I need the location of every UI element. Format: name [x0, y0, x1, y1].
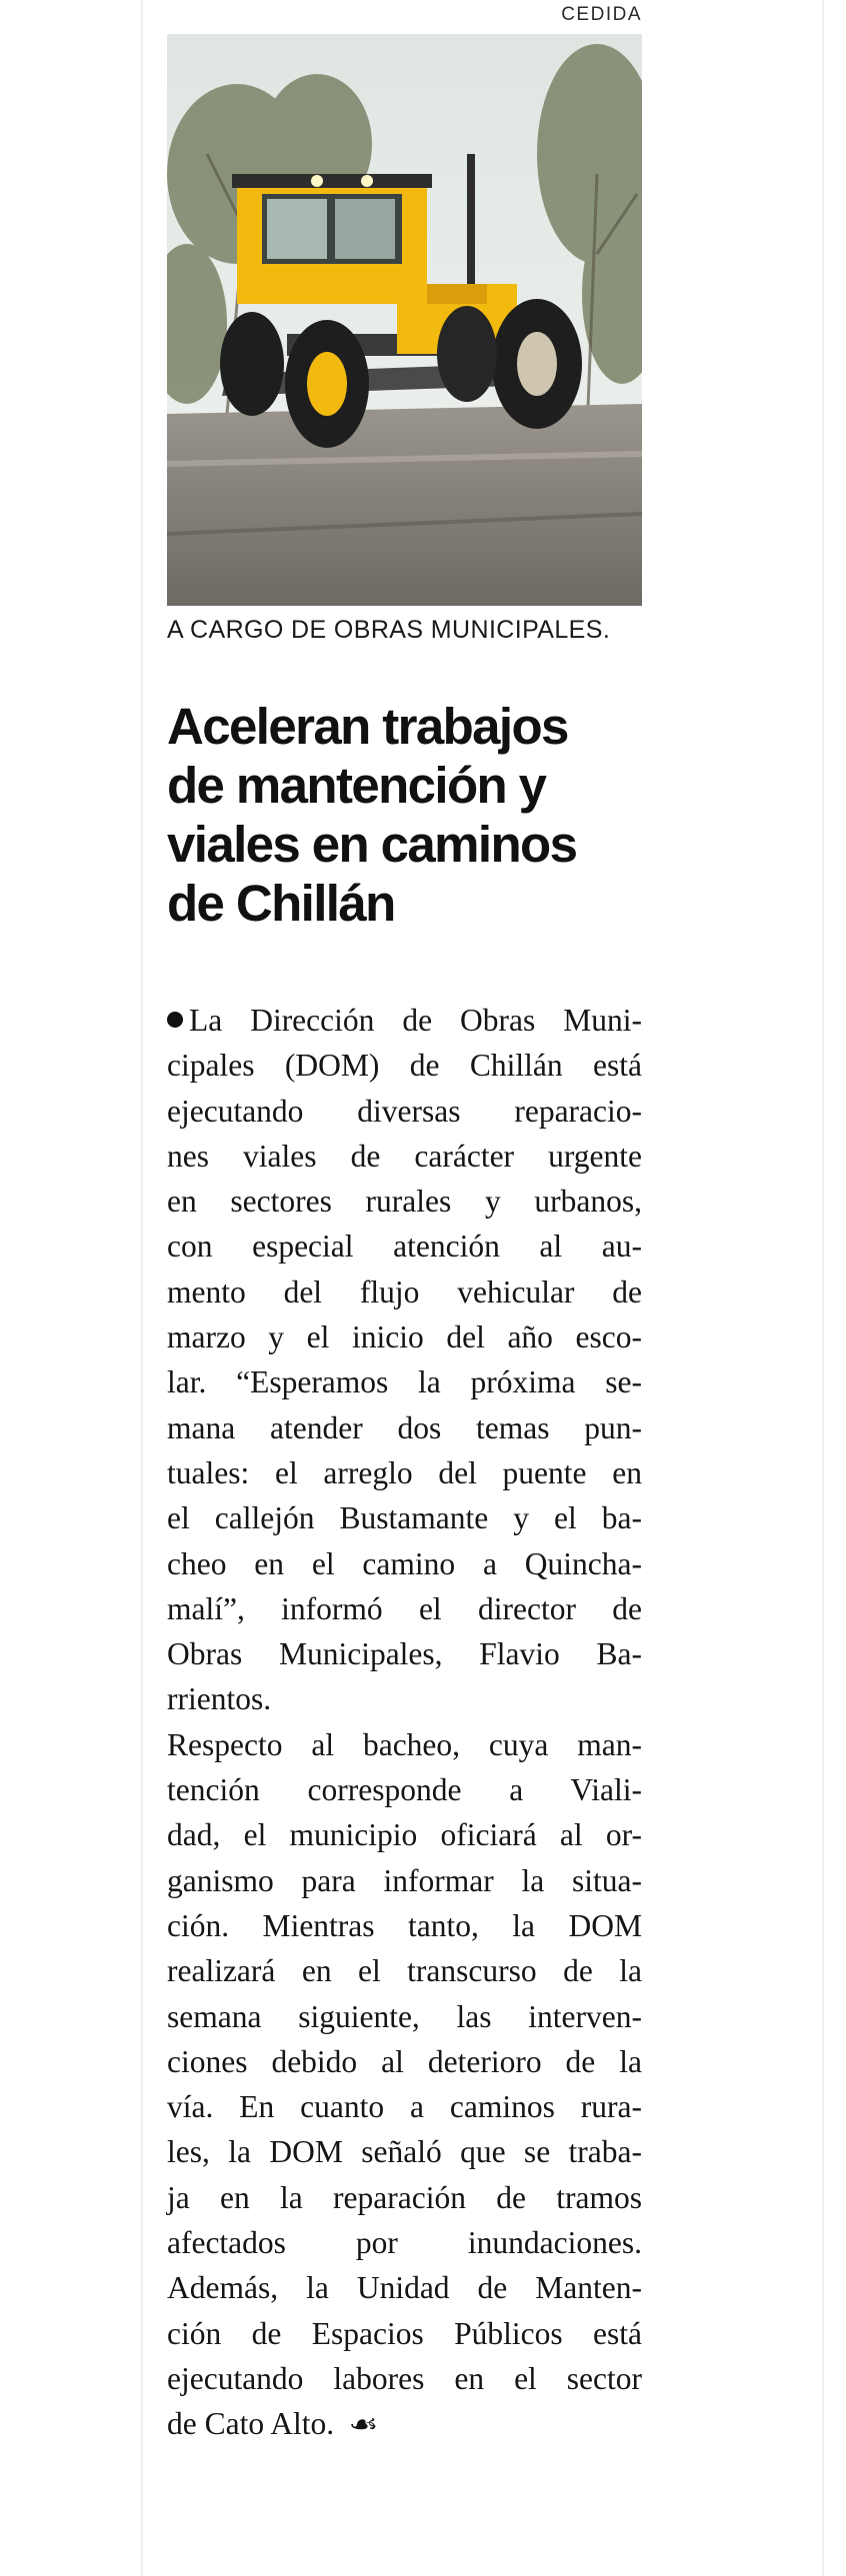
body-line: con especial atención al au- — [167, 1229, 642, 1265]
body-line: rrientos. — [167, 1681, 272, 1717]
body-line: ción de Espacios Públicos está — [167, 2315, 642, 2351]
column-rule-right — [822, 0, 824, 2576]
photo-credit: CEDIDA — [561, 4, 642, 25]
body-line: afectados por inundaciones. — [167, 2225, 642, 2261]
body-line: ción. Mientras tanto, la DOM — [167, 1907, 642, 1943]
body-line: ganismo para informar la situa- — [167, 1862, 642, 1898]
body-line: tención corresponde a Viali- — [167, 1772, 642, 1808]
body-line: ejecutando diversas reparacio- — [167, 1093, 642, 1129]
body-line: Además, la Unidad de Manten- — [167, 2270, 642, 2306]
motor-grader-illustration — [167, 34, 642, 606]
body-line: La Dirección de Obras Muni- — [167, 998, 642, 1043]
body-line: malí”, informó el director de — [167, 1590, 642, 1626]
body-line: ciones debido al deterioro de la — [167, 2043, 642, 2079]
headline-line: de mantención y — [167, 757, 546, 814]
body-line: ja en la reparación de tramos — [167, 2179, 642, 2215]
body-line: en sectores rurales y urbanos, — [167, 1184, 642, 1220]
body-line: Respecto al bacheo, cuya man- — [167, 1726, 642, 1762]
headline-line: viales en caminos — [167, 816, 577, 873]
body-line: el callejón Bustamante y el ba- — [167, 1500, 642, 1536]
body-line: cheo en el camino a Quincha- — [167, 1545, 642, 1581]
news-photo — [167, 34, 642, 606]
article-headline — [167, 697, 637, 933]
body-line: mana atender dos temas pun- — [167, 1409, 642, 1445]
photo-caption: A CARGO DE OBRAS MUNICIPALES. — [167, 616, 611, 644]
body-line: ejecutando labores en el sector — [167, 2360, 642, 2396]
body-line: marzo y el inicio del año esco- — [167, 1319, 642, 1355]
article-body — [167, 998, 642, 2447]
body-line: lar. “Esperamos la próxima se- — [167, 1364, 642, 1400]
headline-line: Aceleran trabajos — [167, 698, 568, 755]
headline-line: de Chillán — [167, 875, 395, 932]
body-line: realizará en el transcurso de la — [167, 1953, 642, 1989]
body-line: de Cato Alto. ☙ — [167, 2401, 642, 2446]
body-line: mento del flujo vehicular de — [167, 1274, 642, 1309]
bullet-icon — [167, 1012, 183, 1028]
body-line: les, la DOM señaló que se traba- — [167, 2134, 642, 2170]
body-line: cipales (DOM) de Chillán está — [167, 1048, 642, 1084]
body-line: vía. En cuanto a caminos rura- — [167, 2089, 642, 2125]
body-line: dad, el municipio oficiará al or- — [167, 1817, 642, 1853]
end-mark-icon: ☙ — [348, 2410, 379, 2441]
body-line: nes viales de carácter urgente — [167, 1138, 642, 1174]
body-line: Obras Municipales, Flavio Ba- — [167, 1636, 642, 1672]
body-line: tuales: el arreglo del puente en — [167, 1454, 642, 1490]
column-rule-left — [141, 0, 143, 2576]
body-line: semana siguiente, las interven- — [167, 1998, 642, 2034]
